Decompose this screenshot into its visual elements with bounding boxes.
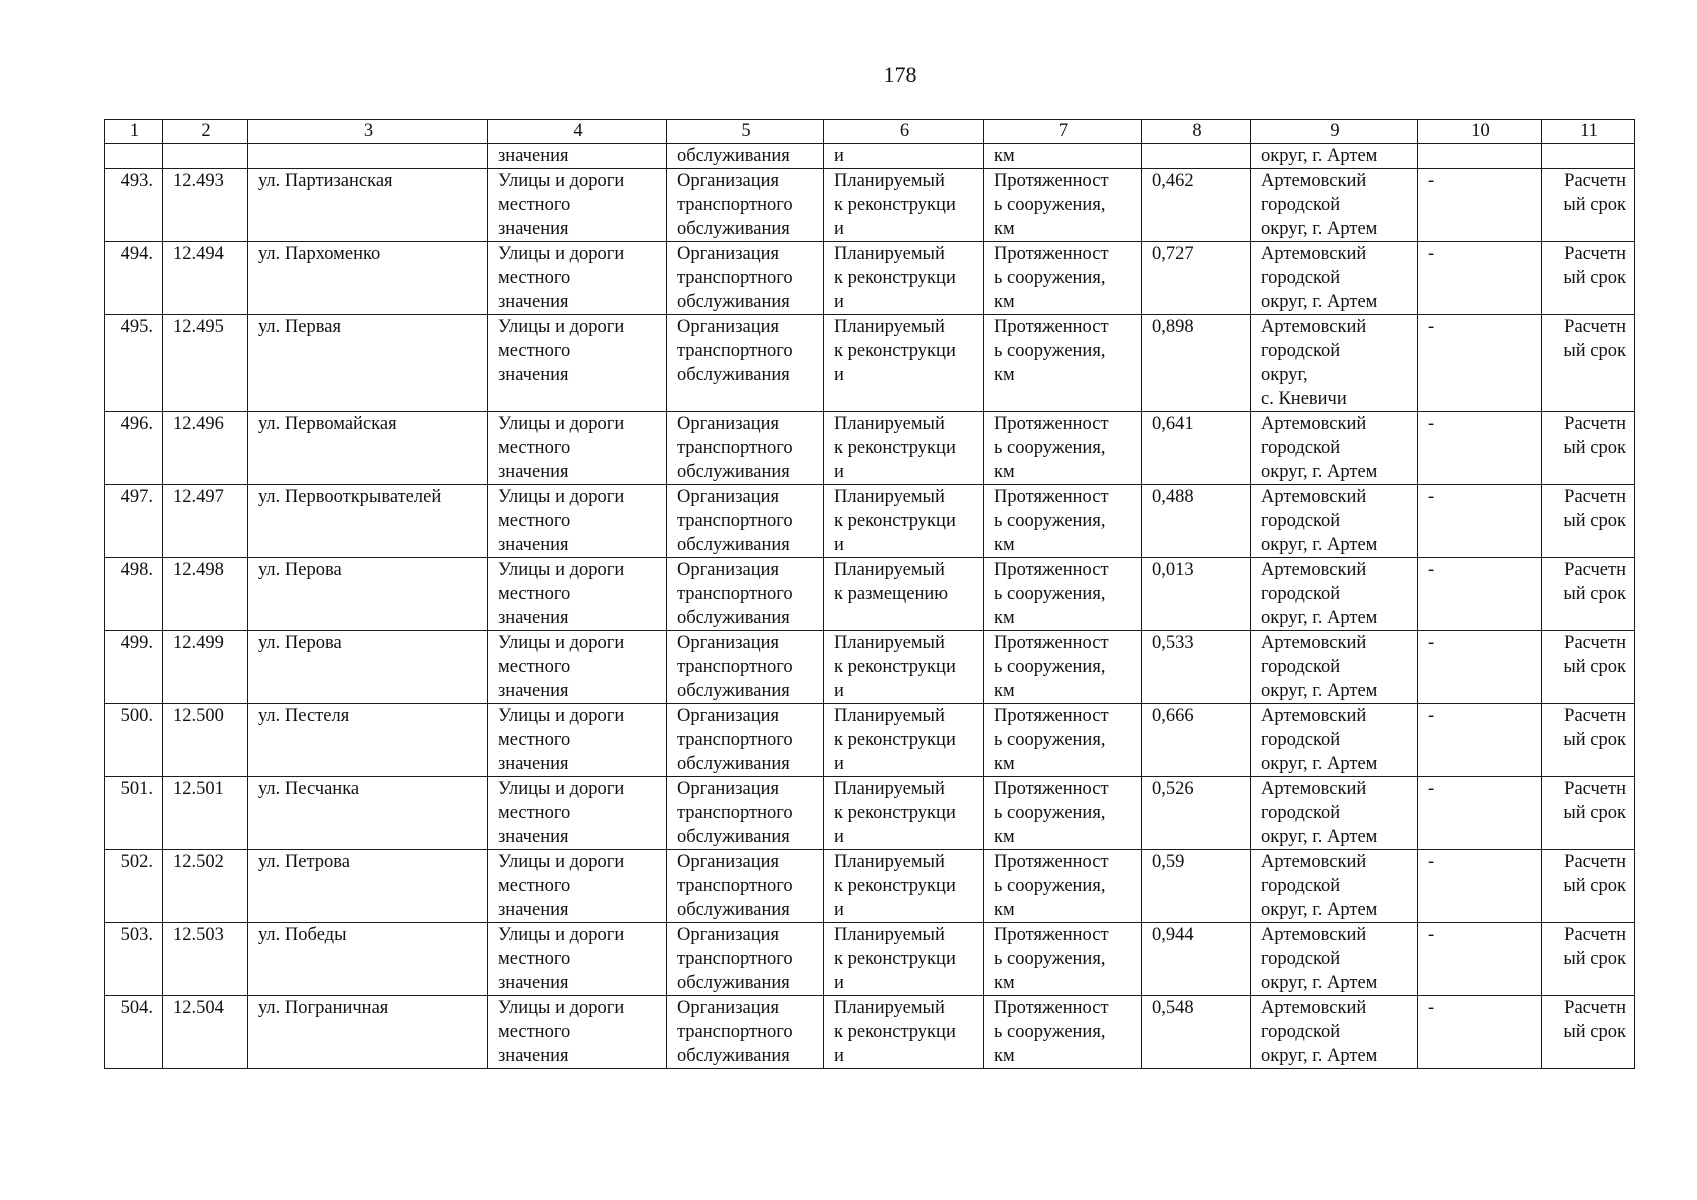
indicator-name-cell: Протяженност ь сооружения, км <box>984 242 1142 315</box>
indicator-value-cell: 0,013 <box>1142 558 1251 631</box>
table-row <box>105 996 1635 1069</box>
object-status-cell: Планируемый к реконструкци и <box>824 850 984 923</box>
table-row <box>105 485 1635 558</box>
cont-cell-1 <box>105 144 163 169</box>
zone-characteristic-cell: - <box>1418 169 1542 242</box>
zone-characteristic-cell: - <box>1418 996 1542 1069</box>
object-code-cell: 12.498 <box>163 558 248 631</box>
zone-characteristic-cell: - <box>1418 631 1542 704</box>
zone-characteristic-cell: - <box>1418 850 1542 923</box>
implementation-term-cell: Расчетн ый срок <box>1542 631 1635 704</box>
object-purpose-cell: Организация транспортного обслуживания <box>667 242 824 315</box>
table-row <box>105 631 1635 704</box>
implementation-term-cell: Расчетн ый срок <box>1542 850 1635 923</box>
indicator-name-cell: Протяженност ь сооружения, км <box>984 169 1142 242</box>
object-name-cell: ул. Первооткрывателей <box>248 485 488 558</box>
indicator-value-cell: 0,944 <box>1142 923 1251 996</box>
cont-cell-11 <box>1542 144 1635 169</box>
indicator-name-cell: Протяженност ь сооружения, км <box>984 923 1142 996</box>
object-type-cell: Улицы и дороги местного значения <box>488 315 667 412</box>
row-number-cell: 493. <box>105 169 163 242</box>
zone-characteristic-cell: - <box>1418 242 1542 315</box>
zone-characteristic-cell: - <box>1418 704 1542 777</box>
implementation-term-cell: Расчетн ый срок <box>1542 412 1635 485</box>
cont-cell-10 <box>1418 144 1542 169</box>
object-type-cell: Улицы и дороги местного значения <box>488 996 667 1069</box>
indicator-value-cell: 0,59 <box>1142 850 1251 923</box>
column-number-header-row <box>105 120 1635 144</box>
row-number-cell: 496. <box>105 412 163 485</box>
object-type-cell: Улицы и дороги местного значения <box>488 631 667 704</box>
object-name-cell: ул. Первая <box>248 315 488 412</box>
column-header-5: 5 <box>667 120 824 144</box>
object-code-cell: 12.494 <box>163 242 248 315</box>
indicator-name-cell: Протяженност ь сооружения, км <box>984 412 1142 485</box>
object-type-cell: Улицы и дороги местного значения <box>488 412 667 485</box>
indicator-name-cell: Протяженност ь сооружения, км <box>984 996 1142 1069</box>
object-code-cell: 12.501 <box>163 777 248 850</box>
object-status-cell: Планируемый к размещению <box>824 558 984 631</box>
indicator-value-cell: 0,462 <box>1142 169 1251 242</box>
column-header-4: 4 <box>488 120 667 144</box>
object-code-cell: 12.495 <box>163 315 248 412</box>
indicator-value-cell: 0,548 <box>1142 996 1251 1069</box>
indicator-name-cell: Протяженност ь сооружения, км <box>984 631 1142 704</box>
object-name-cell: ул. Песчанка <box>248 777 488 850</box>
continuation-row <box>105 144 1635 169</box>
column-header-8: 8 <box>1142 120 1251 144</box>
object-purpose-cell: Организация транспортного обслуживания <box>667 558 824 631</box>
cont-cell-location: округ, г. Артем <box>1251 144 1418 169</box>
object-name-cell: ул. Победы <box>248 923 488 996</box>
objects-table <box>104 119 1635 1069</box>
object-type-cell: Улицы и дороги местного значения <box>488 169 667 242</box>
object-type-cell: Улицы и дороги местного значения <box>488 923 667 996</box>
indicator-name-cell: Протяженност ь сооружения, км <box>984 850 1142 923</box>
cont-cell-purpose: обслуживания <box>667 144 824 169</box>
object-status-cell: Планируемый к реконструкци и <box>824 631 984 704</box>
indicator-value-cell: 0,533 <box>1142 631 1251 704</box>
object-location-cell: Артемовский городской округ, г. Артем <box>1251 169 1418 242</box>
object-location-cell: Артемовский городской округ, г. Артем <box>1251 996 1418 1069</box>
object-status-cell: Планируемый к реконструкци и <box>824 923 984 996</box>
cont-cell-type: значения <box>488 144 667 169</box>
indicator-value-cell: 0,666 <box>1142 704 1251 777</box>
object-code-cell: 12.500 <box>163 704 248 777</box>
object-name-cell: ул. Партизанская <box>248 169 488 242</box>
indicator-name-cell: Протяженност ь сооружения, км <box>984 485 1142 558</box>
column-header-6: 6 <box>824 120 984 144</box>
object-status-cell: Планируемый к реконструкци и <box>824 315 984 412</box>
indicator-value-cell: 0,641 <box>1142 412 1251 485</box>
table-row <box>105 412 1635 485</box>
page-number: 178 <box>883 62 917 87</box>
table-row <box>105 315 1635 412</box>
object-name-cell: ул. Пархоменко <box>248 242 488 315</box>
table-body <box>105 120 1635 1069</box>
object-type-cell: Улицы и дороги местного значения <box>488 777 667 850</box>
cont-cell-8 <box>1142 144 1251 169</box>
object-purpose-cell: Организация транспортного обслуживания <box>667 631 824 704</box>
object-name-cell: ул. Перова <box>248 558 488 631</box>
object-purpose-cell: Организация транспортного обслуживания <box>667 704 824 777</box>
object-purpose-cell: Организация транспортного обслуживания <box>667 169 824 242</box>
object-purpose-cell: Организация транспортного обслуживания <box>667 850 824 923</box>
object-name-cell: ул. Пограничная <box>248 996 488 1069</box>
object-location-cell: Артемовский городской округ, г. Артем <box>1251 923 1418 996</box>
row-number-cell: 501. <box>105 777 163 850</box>
implementation-term-cell: Расчетн ый срок <box>1542 996 1635 1069</box>
column-header-3: 3 <box>248 120 488 144</box>
zone-characteristic-cell: - <box>1418 485 1542 558</box>
implementation-term-cell: Расчетн ый срок <box>1542 704 1635 777</box>
cont-cell-status: и <box>824 144 984 169</box>
column-header-1: 1 <box>105 120 163 144</box>
table-row <box>105 850 1635 923</box>
object-purpose-cell: Организация транспортного обслуживания <box>667 485 824 558</box>
row-number-cell: 494. <box>105 242 163 315</box>
object-type-cell: Улицы и дороги местного значения <box>488 558 667 631</box>
indicator-value-cell: 0,898 <box>1142 315 1251 412</box>
row-number-cell: 497. <box>105 485 163 558</box>
row-number-cell: 502. <box>105 850 163 923</box>
object-name-cell: ул. Петрова <box>248 850 488 923</box>
object-code-cell: 12.493 <box>163 169 248 242</box>
column-header-11: 11 <box>1542 120 1635 144</box>
object-type-cell: Улицы и дороги местного значения <box>488 485 667 558</box>
cont-cell-3 <box>248 144 488 169</box>
row-number-cell: 504. <box>105 996 163 1069</box>
object-purpose-cell: Организация транспортного обслуживания <box>667 315 824 412</box>
row-number-cell: 503. <box>105 923 163 996</box>
zone-characteristic-cell: - <box>1418 412 1542 485</box>
object-status-cell: Планируемый к реконструкци и <box>824 412 984 485</box>
object-location-cell: Артемовский городской округ, г. Артем <box>1251 242 1418 315</box>
implementation-term-cell: Расчетн ый срок <box>1542 777 1635 850</box>
object-status-cell: Планируемый к реконструкци и <box>824 996 984 1069</box>
indicator-name-cell: Протяженност ь сооружения, км <box>984 777 1142 850</box>
object-purpose-cell: Организация транспортного обслуживания <box>667 412 824 485</box>
object-code-cell: 12.496 <box>163 412 248 485</box>
object-type-cell: Улицы и дороги местного значения <box>488 704 667 777</box>
table-row <box>105 923 1635 996</box>
indicator-name-cell: Протяженност ь сооружения, км <box>984 704 1142 777</box>
zone-characteristic-cell: - <box>1418 777 1542 850</box>
table-row <box>105 169 1635 242</box>
object-location-cell: Артемовский городской округ, с. Кневичи <box>1251 315 1418 412</box>
object-location-cell: Артемовский городской округ, г. Артем <box>1251 777 1418 850</box>
object-code-cell: 12.502 <box>163 850 248 923</box>
implementation-term-cell: Расчетн ый срок <box>1542 169 1635 242</box>
column-header-2: 2 <box>163 120 248 144</box>
object-code-cell: 12.504 <box>163 996 248 1069</box>
column-header-10: 10 <box>1418 120 1542 144</box>
row-number-cell: 500. <box>105 704 163 777</box>
row-number-cell: 495. <box>105 315 163 412</box>
object-status-cell: Планируемый к реконструкци и <box>824 704 984 777</box>
object-name-cell: ул. Пестеля <box>248 704 488 777</box>
object-location-cell: Артемовский городской округ, г. Артем <box>1251 412 1418 485</box>
zone-characteristic-cell: - <box>1418 558 1542 631</box>
object-location-cell: Артемовский городской округ, г. Артем <box>1251 850 1418 923</box>
object-code-cell: 12.503 <box>163 923 248 996</box>
cont-cell-indicator: км <box>984 144 1142 169</box>
object-status-cell: Планируемый к реконструкци и <box>824 169 984 242</box>
table-row <box>105 242 1635 315</box>
zone-characteristic-cell: - <box>1418 923 1542 996</box>
implementation-term-cell: Расчетн ый срок <box>1542 242 1635 315</box>
zone-characteristic-cell: - <box>1418 315 1542 412</box>
cont-cell-2 <box>163 144 248 169</box>
row-number-cell: 499. <box>105 631 163 704</box>
column-header-7: 7 <box>984 120 1142 144</box>
table-row <box>105 777 1635 850</box>
table-row <box>105 704 1635 777</box>
indicator-name-cell: Протяженност ь сооружения, км <box>984 315 1142 412</box>
indicator-name-cell: Протяженност ь сооружения, км <box>984 558 1142 631</box>
object-name-cell: ул. Первомайская <box>248 412 488 485</box>
implementation-term-cell: Расчетн ый срок <box>1542 315 1635 412</box>
table-row <box>105 558 1635 631</box>
object-location-cell: Артемовский городской округ, г. Артем <box>1251 704 1418 777</box>
object-purpose-cell: Организация транспортного обслуживания <box>667 996 824 1069</box>
object-type-cell: Улицы и дороги местного значения <box>488 850 667 923</box>
indicator-value-cell: 0,727 <box>1142 242 1251 315</box>
object-location-cell: Артемовский городской округ, г. Артем <box>1251 558 1418 631</box>
object-location-cell: Артемовский городской округ, г. Артем <box>1251 485 1418 558</box>
object-code-cell: 12.499 <box>163 631 248 704</box>
object-status-cell: Планируемый к реконструкци и <box>824 777 984 850</box>
implementation-term-cell: Расчетн ый срок <box>1542 558 1635 631</box>
column-header-9: 9 <box>1251 120 1418 144</box>
indicator-value-cell: 0,488 <box>1142 485 1251 558</box>
row-number-cell: 498. <box>105 558 163 631</box>
object-code-cell: 12.497 <box>163 485 248 558</box>
indicator-value-cell: 0,526 <box>1142 777 1251 850</box>
implementation-term-cell: Расчетн ый срок <box>1542 923 1635 996</box>
object-type-cell: Улицы и дороги местного значения <box>488 242 667 315</box>
object-name-cell: ул. Перова <box>248 631 488 704</box>
object-purpose-cell: Организация транспортного обслуживания <box>667 777 824 850</box>
object-purpose-cell: Организация транспортного обслуживания <box>667 923 824 996</box>
object-location-cell: Артемовский городской округ, г. Артем <box>1251 631 1418 704</box>
object-status-cell: Планируемый к реконструкци и <box>824 242 984 315</box>
implementation-term-cell: Расчетн ый срок <box>1542 485 1635 558</box>
object-status-cell: Планируемый к реконструкци и <box>824 485 984 558</box>
